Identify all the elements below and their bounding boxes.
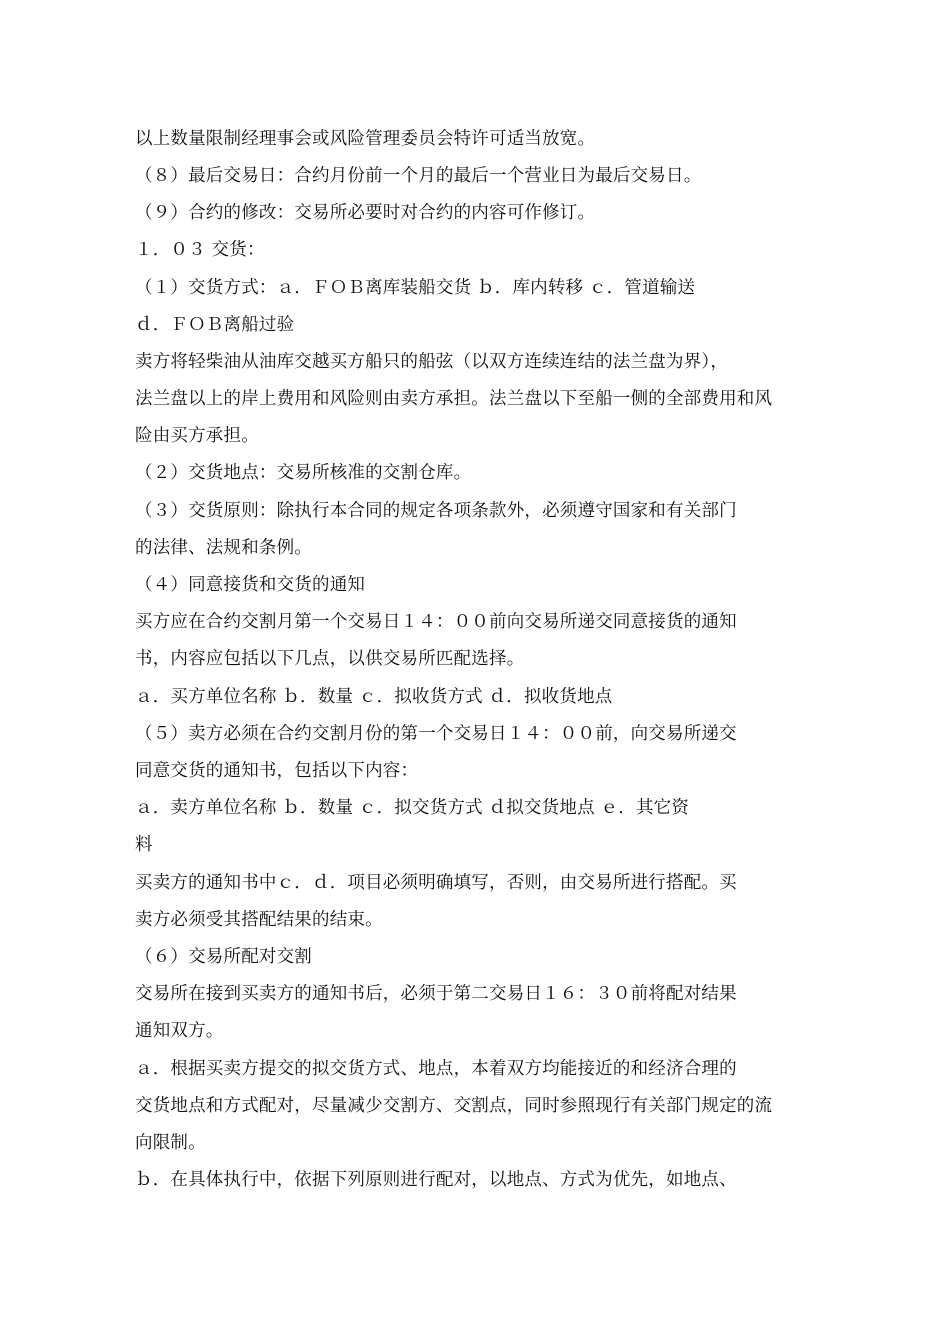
text-line: 险由买方承担。	[135, 426, 259, 446]
text-line: １．０３ 交货：	[135, 240, 265, 260]
text-line: 料	[135, 835, 153, 855]
text-line: ａ．买方单位名称 ｂ．数量 ｃ．拟收货方式 ｄ．拟收货地点	[135, 687, 613, 707]
text-line: ｂ．在具体执行中，依据下列原则进行配对，以地点、方式为优先，如地点、	[135, 1170, 737, 1190]
text-line: 向限制。	[135, 1133, 206, 1153]
text-line: （８）最后交易日：合约月份前一个月的最后一个营业日为最后交易日。	[135, 166, 702, 186]
text-line: （２）交货地点：交易所核准的交割仓库。	[135, 463, 472, 483]
text-line: （４）同意接货和交货的通知	[135, 575, 366, 595]
text-line: 法兰盘以上的岸上费用和风险则由卖方承担。法兰盘以下至船一侧的全部费用和风	[135, 389, 773, 409]
text-line: 买卖方的通知书中ｃ．ｄ．项目必须明确填写，否则，由交易所进行搭配。买	[135, 873, 737, 893]
text-line: 交易所在接到买卖方的通知书后，必须于第二交易日１６：３０前将配对结果	[135, 984, 737, 1004]
text-line: ａ．卖方单位名称 ｂ．数量 ｃ．拟交货方式 ｄ拟交货地点 ｅ．其它资	[135, 798, 690, 818]
text-line: 卖方将轻柴油从油库交越买方船只的船弦（以双方连续连结的法兰盘为界），	[135, 352, 729, 372]
text-line: 以上数量限制经理事会或风险管理委员会特许可适当放宽。	[135, 129, 596, 149]
text-line: 的法律、法规和条例。	[135, 538, 312, 558]
text-line: ｄ．ＦＯＢ离船过验	[135, 315, 295, 335]
text-line: 买方应在合约交割月第一个交易日１４：００前向交易所递交同意接货的通知	[135, 612, 737, 632]
text-line: （１）交货方式：ａ．ＦＯＢ离库装船交货 ｂ．库内转移 ｃ．管道输送	[135, 278, 696, 298]
text-line: （９）合约的修改：交易所必要时对合约的内容可作修订。	[135, 203, 596, 223]
text-line: ａ．根据买卖方提交的拟交货方式、地点，本着双方均能接近的和经济合理的	[135, 1059, 737, 1079]
text-line: 卖方必须受其搭配结果的结束。	[135, 910, 383, 930]
text-line: 书，内容应包括以下几点，以供交易所匹配选择。	[135, 649, 525, 669]
text-line: （３）交货原则：除执行本合同的规定各项条款外，必须遵守国家和有关部门	[135, 501, 737, 521]
text-line: 同意交货的通知书，包括以下内容：	[135, 761, 419, 781]
text-line: 交货地点和方式配对，尽量减少交割方、交割点，同时参照现行有关部门规定的流	[135, 1096, 773, 1116]
text-line: 通知双方。	[135, 1021, 224, 1041]
text-line: （５）卖方必须在合约交割月份的第一个交易日１４：００前，向交易所递交	[135, 724, 737, 744]
text-line: （６）交易所配对交割	[135, 947, 312, 967]
